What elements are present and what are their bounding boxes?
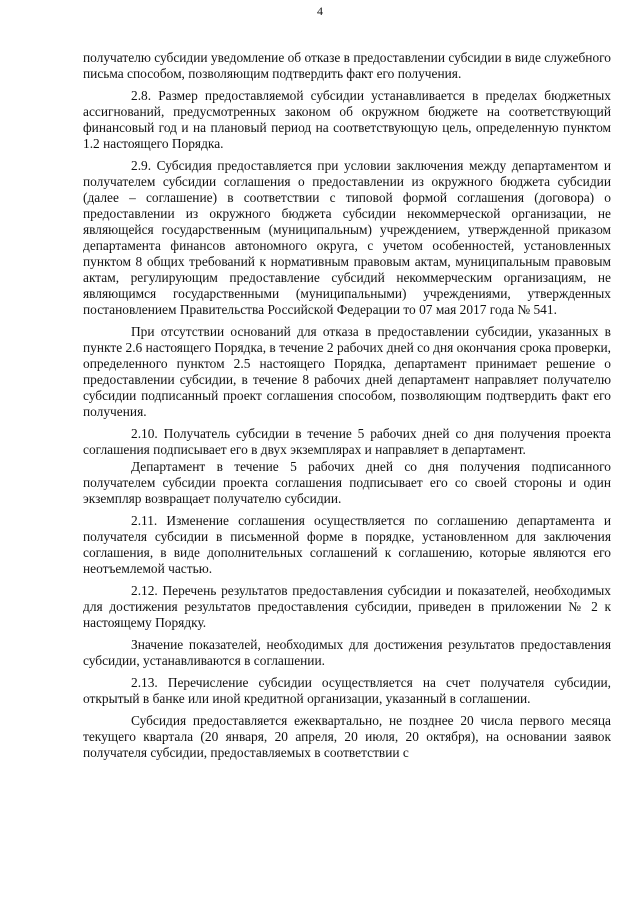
paragraph-continuation: получателю субсидии уведомление об отказе в предоставлении субсидии в виде служебного письма способом, позволяющим подтвердить факт его получения. <box>83 50 611 81</box>
paragraph-2-11: 2.11. Изменение соглашения осуществляется по соглашению департамента и получателя субсидии в письменной форме в порядке, установленном для заключения соглашения, в виде дополнительных соглашений к соглашению, которые являются его неотъемлемой частью. <box>83 513 611 576</box>
page-number: 4 <box>317 4 323 18</box>
paragraph-2-13: 2.13. Перечисление субсидии осуществляется на счет получателя субсидии, открытый в банке или иной кредитной организации, указанный в соглашении. <box>83 675 611 706</box>
paragraph-2-10-signing: Департамент в течение 5 рабочих дней со дня получения подписанного получателем субсидии проекта соглашения подписывает его со своей стороны и один экземпляр возвращает получателю субсидии. <box>83 459 611 506</box>
paragraph-2-8: 2.8. Размер предоставляемой субсидии устанавливается в пределах бюджетных ассигнований, предусмотренных законом об окружном бюджете на соответствующий финансовый год и на плановый период на соответствующую цель, определенную пунктом 1.2 настоящего Порядка. <box>83 88 611 151</box>
paragraph-2-12: 2.12. Перечень результатов предоставления субсидии и показателей, необходимых для достижения результатов предоставления субсидии, приведен в приложении № 2 к настоящему Порядку. <box>83 583 611 630</box>
document-body <box>83 50 611 767</box>
paragraph-2-12-indicators: Значение показателей, необходимых для достижения результатов предоставления субсидии, устанавливаются в соглашении. <box>83 637 611 668</box>
paragraph-2-10: 2.10. Получатель субсидии в течение 5 рабочих дней со дня получения проекта соглашения подписывает его в двух экземплярах и направляет в департамент. <box>83 426 611 457</box>
paragraph-2-13-schedule: Субсидия предоставляется ежеквартально, не позднее 20 числа первого месяца текущего квартала (20 января, 20 апреля, 20 июля, 20 октября), на основании заявок получателя субсидии, предоставляемых в соответствии с <box>83 713 611 760</box>
paragraph-2-9-decision: При отсутствии оснований для отказа в предоставлении субсидии, указанных в пункте 2.6 настоящего Порядка, в течение 2 рабочих дней со дня окончания срока проверки, определенного пунктом 2.5 настоящего Порядка, департамент принимает решение о предоставлении субсидии, в течение 8 рабочих дней департамент направляет получателю субсидии подписанный проект соглашения способом, позволяющим подтвердить факт его получения. <box>83 324 611 419</box>
paragraph-2-9: 2.9. Субсидия предоставляется при условии заключения между департаментом и получателем субсидии соглашения о предоставлении из окружного бюджета субсидии (далее – соглашение) в соответствии с типовой формой соглашения (договора) о предоставлении из окружного бюджета субсидии некоммерческой организации, не являющейся государственным (муниципальным) учреждением, утвержденной приказом департамента финансов автономного округа, с учетом особенностей, установленных пунктом 8 общих требований к нормативным правовым актам, муниципальным правовым актам, регулирующим предоставление субсидий некоммерческим организациям, не являющимся государственными (муниципальными) учреждениями, утвержденных постановлением Правительства Российской Федерации то 07 мая 2017 года № 541. <box>83 158 611 317</box>
